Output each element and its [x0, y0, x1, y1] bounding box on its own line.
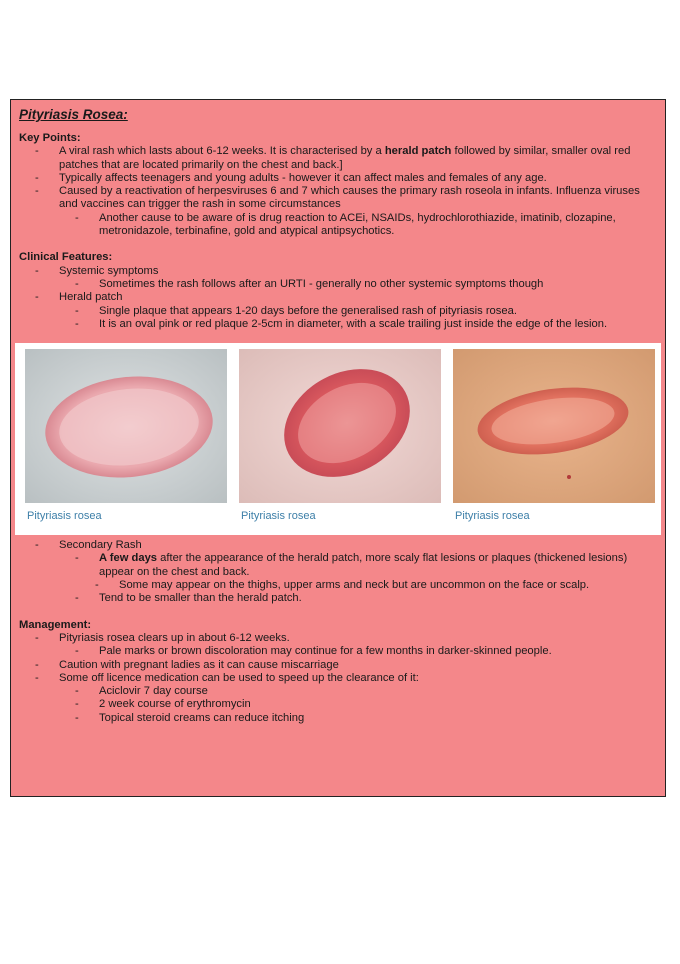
list-item: - Another cause to be aware of is drug reaction to ACEi, NSAIDs, hydrochlorothiazide, imatinib, clozapine, metronidazole, terbinafine, gold and atypical antipsychotics. — [99, 212, 657, 239]
list-item: - A viral rash which lasts about 6-12 weeks. It is characterised by a herald patch followed by similar, smaller oval red patches that are located primarily on the chest and back.] — [59, 145, 657, 172]
image-strip — [15, 343, 661, 535]
list-item: - Pale marks or brown discoloration may continue for a few months in darker-skinned people. — [99, 645, 657, 658]
clinical-features-heading: Clinical Features: — [19, 251, 113, 264]
list-item: - Systemic symptoms - Sometimes the rash follows after an URTI - generally no other systemic symptoms though — [59, 265, 657, 292]
list-item: - Tend to be smaller than the herald patch. — [99, 592, 657, 605]
list-item: - Herald patch - Single plaque that appears 1-20 days before the generalised rash of pityriasis rosea. - It is an oval pink or red plaque 2-5cm in diameter, with a scale trailing just inside the edge of the lesion. — [59, 291, 657, 331]
list-item: - It is an oval pink or red plaque 2-5cm in diameter, with a scale trailing just inside the edge of the lesion. — [99, 318, 657, 331]
rash-photo-1 — [25, 349, 227, 503]
key-points-list — [19, 145, 657, 238]
list-item: - Pityriasis rosea clears up in about 6-12 weeks. - Pale marks or brown discoloration may continue for a few months in darker-skinned people. — [59, 632, 657, 659]
clinical-list — [19, 265, 657, 331]
list-item: - Secondary Rash - A few days after the appearance of the herald patch, more scaly flat lesions or plaques (thickened lesions) appear on the chest and back. - Some may appear on the thighs, upper arms and neck but are uncommon on the face or scalp. - Tend to be smaller than the herald patch. — [59, 539, 657, 605]
page-title: Pityriasis Rosea: — [19, 107, 128, 122]
management-heading: Management: — [19, 618, 92, 631]
list-item: - Typically affects teenagers and young adults - however it can affect males and females of any age. — [59, 172, 657, 185]
photo-caption: Pityriasis rosea — [27, 510, 102, 523]
key-points-heading: Key Points: — [19, 132, 81, 144]
list-item: - Topical steroid creams can reduce itching — [99, 712, 657, 725]
list-item: - Some may appear on the thighs, upper arms and neck but are uncommon on the face or scalp. — [119, 579, 657, 592]
photo-caption: Pityriasis rosea — [455, 510, 530, 523]
secondary-rash-list — [19, 539, 657, 605]
rash-photo-3 — [453, 349, 655, 503]
photo-caption: Pityriasis rosea — [241, 510, 316, 523]
list-item: - A few days after the appearance of the herald patch, more scaly flat lesions or plaques (thickened lesions) appear on the chest and back. - Some may appear on the thighs, upper arms and neck but are uncommon on the face or scalp. — [99, 552, 657, 592]
rash-photo-2 — [239, 349, 441, 503]
list-item: - Aciclovir 7 day course — [99, 685, 657, 698]
list-item: - Some off licence medication can be used to speed up the clearance of it: - Aciclovir 7 day course - 2 week course of erythromycin - Topical steroid creams can reduce itching — [59, 672, 657, 725]
list-item: - 2 week course of erythromycin — [99, 698, 657, 711]
management-list — [19, 632, 657, 725]
notes-card — [10, 99, 666, 797]
list-item: - Caution with pregnant ladies as it can cause miscarriage — [59, 659, 657, 672]
list-item: - Caused by a reactivation of herpesviruses 6 and 7 which causes the primary rash roseola in infants. Influenza viruses and vaccines can trigger the rash in some circumstances - Another cause to be aware of is drug reaction to ACEi, NSAIDs, hydrochlorothiazide, imatinib, clozapine, metronidazole, terbinafine, gold and atypical antipsychotics. — [59, 185, 657, 238]
list-item: - Single plaque that appears 1-20 days before the generalised rash of pityriasis rosea. — [99, 305, 657, 318]
list-item: - Sometimes the rash follows after an URTI - generally no other systemic symptoms though — [99, 278, 657, 291]
